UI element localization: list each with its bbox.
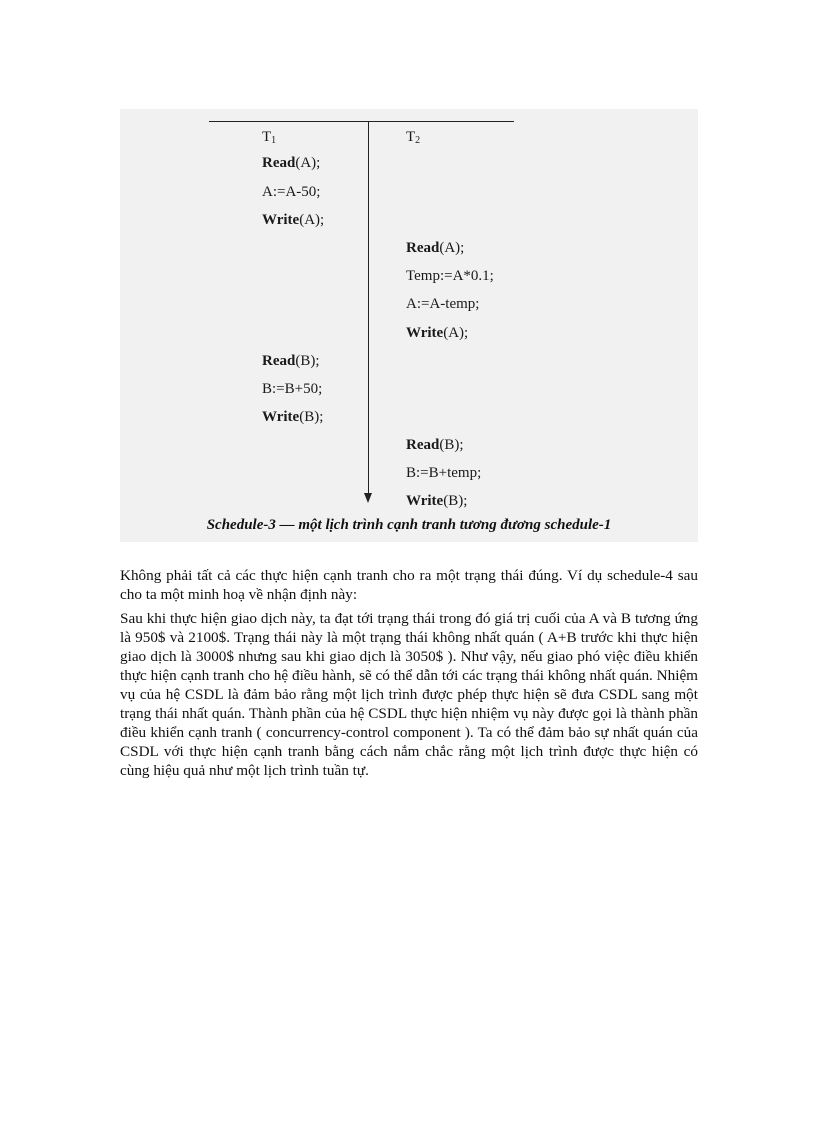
schedule-figure bbox=[120, 109, 698, 542]
t2-op: Read(B); bbox=[406, 437, 464, 453]
t2-op: Read(A); bbox=[406, 240, 465, 256]
t2-op: Temp:=A*0.1; bbox=[406, 268, 494, 284]
t1-op: B:=B+50; bbox=[262, 381, 323, 397]
t2-op: Write(B); bbox=[406, 493, 468, 509]
t2-op: A:=A-temp; bbox=[406, 296, 480, 312]
t1-op: Write(B); bbox=[262, 409, 324, 425]
t2-op: Write(A); bbox=[406, 325, 469, 341]
t1-op: Read(B); bbox=[262, 353, 320, 369]
t1-header: $T_1$ bbox=[262, 129, 277, 146]
paragraph-body: Sau khi thực hiện giao dịch này, ta đạt tới trạng thái trong đó giá trị cuối của A và B tương ứng là 950$ và 2100$. Trạng thái này là một trạng thái không nhất quán ( A+B trước khi thực hiện giao dịch là 3000$ nhưng sau khi giao dịch là 3050$ ). Như vậy, nếu giao phó việc điều khiển thực hiện cạnh tranh cho hệ điều hành, sẽ có thể dẫn tới các trạng thái không nhất quán. Nhiệm vụ của hệ CSDL là đảm bảo rằng một lịch trình được phép thực hiện sẽ đưa CSDL sang một trạng thái nhất quán. Thành phần của hệ CSDL thực hiện nhiệm vụ này được gọi là thành phần điều khiển cạnh tranh ( concurrency-control component ). Ta có thể đảm bảo sự nhất quán của CSDL với thực hiện cạnh tranh bằng cách nắm chắc rằng một lịch trình được thực hiện có cùng hiệu quả như một lịch trình tuần tự. bbox=[120, 610, 698, 779]
t1-op: Read(A); bbox=[262, 155, 321, 171]
t2-op: B:=B+temp; bbox=[406, 465, 482, 481]
header-rule bbox=[209, 121, 514, 122]
t1-op: Write(A); bbox=[262, 212, 325, 228]
timeline-axis bbox=[368, 121, 369, 495]
figure-caption: Schedule-3 — một lịch trình cạnh tranh tương đương schedule-1 bbox=[206, 517, 612, 533]
t2-header: $T_2$ bbox=[406, 129, 421, 146]
paragraph-intro: Không phải tất cả các thực hiện cạnh tranh cho ra một trạng thái đúng. Ví dụ schedule-4 sau cho ta một minh hoạ về nhận định này: bbox=[120, 567, 698, 603]
t1-op: A:=A-50; bbox=[262, 184, 321, 200]
timeline-arrowhead bbox=[364, 493, 372, 503]
